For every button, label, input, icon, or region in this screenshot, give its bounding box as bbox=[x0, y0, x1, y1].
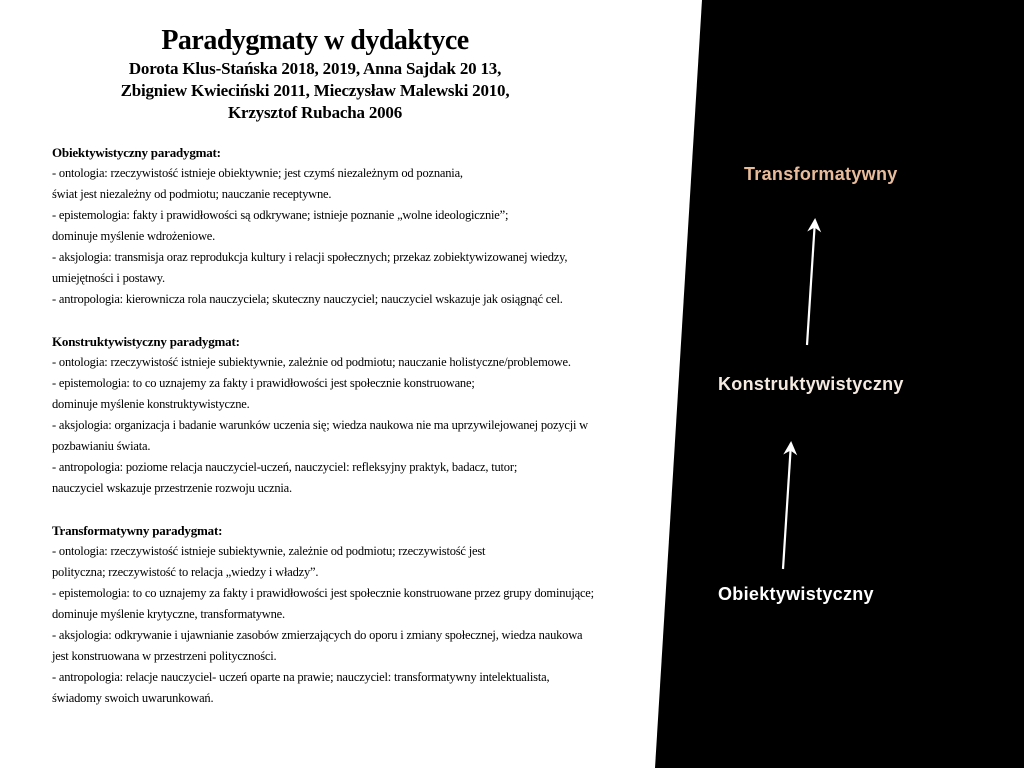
paragraph-obiektywistyczny bbox=[52, 142, 594, 310]
paragraph-line: dominuje myślenie konstruktywistyczne. bbox=[52, 397, 250, 411]
paragraph-line: - ontologia: rzeczywistość istnieje obiektywnie; jest czymś niezależnym od poznania, bbox=[52, 166, 463, 180]
diagram-label-konstruktywistyczny: Konstruktywistyczny bbox=[718, 374, 904, 394]
paragraph-line: nauczyciel wskazuje przestrzenie rozwoju ucznia. bbox=[52, 481, 292, 495]
paragraph-line: - aksjologia: organizacja i badanie warunków uczenia się; wiedza naukowa nie ma uprzywilejowanej pozycji w bbox=[52, 418, 588, 432]
paragraph-line: świadomy swoich uwarunkowań. bbox=[52, 691, 214, 705]
paragraph-line: dominuje myślenie krytyczne, transformatywne. bbox=[52, 607, 285, 621]
paragraph-heading: Obiektywistyczny paradygmat: bbox=[52, 145, 221, 160]
paragraph-line: jest konstruowana w przestrzeni polityczności. bbox=[52, 649, 277, 663]
paragraph-heading: Konstruktywistyczny paradygmat: bbox=[52, 334, 240, 349]
paragraph-line: - epistemologia: to co uznajemy za fakty i prawidłowości jest społecznie konstruowane przez grupy dominujące; bbox=[52, 586, 594, 600]
paragraph-line: dominuje myślenie wdrożeniowe. bbox=[52, 229, 216, 243]
paradigm-descriptions bbox=[52, 142, 594, 730]
paragraph-line: - aksjologia: transmisja oraz reprodukcja kultury i relacji społecznych; przekaz zobiektywizowanej wiedzy, bbox=[52, 250, 568, 264]
paragraph-line: pozbawianiu świata. bbox=[52, 439, 151, 453]
paragraph-line: - ontologia: rzeczywistość istnieje subiektywnie, zależnie od podmiotu; nauczanie holistyczne/problemowe. bbox=[52, 355, 571, 369]
diagram-label-obiektywistyczny: Obiektywistyczny bbox=[718, 584, 874, 604]
diagram-label-transformatywny: Transformatywny bbox=[744, 164, 898, 184]
authors-line-1: Dorota Klus-Stańska 2018, 2019, Anna Sajdak 20 13, bbox=[128, 59, 502, 78]
authors-line-2: Zbigniew Kwieciński 2011, Mieczysław Malewski 2010, bbox=[120, 81, 510, 100]
paragraph-transformatywny bbox=[52, 520, 594, 709]
paragraph-line: - antropologia: relacje nauczyciel- uczeń oparte na prawie; nauczyciel: transformatywny intelektualista, bbox=[52, 670, 550, 684]
paragraph-line: - ontologia: rzeczywistość istnieje subiektywnie, zależnie od podmiotu; rzeczywistość jest bbox=[52, 544, 486, 558]
paragraph-line: - aksjologia: odkrywanie i ujawnianie zasobów zmierzających do oporu i zmiany społecznej, wiedza naukowa bbox=[52, 628, 583, 642]
authors-line-3: Krzysztof Rubacha 2006 bbox=[227, 103, 403, 122]
paragraph-line: umiejętności i postawy. bbox=[52, 271, 165, 285]
paragraph-line: świat jest niezależny od podmiotu; nauczanie receptywne. bbox=[52, 187, 332, 201]
paragraph-line: - epistemologia: fakty i prawidłowości są odkrywane; istnieje poznanie „wolne ideologicznie”; bbox=[52, 208, 509, 222]
paragraph-line: - epistemologia: to co uznajemy za fakty i prawidłowości jest społecznie konstruowane; bbox=[52, 376, 475, 390]
paragraph-line: - antropologia: kierownicza rola nauczyciela; skuteczny nauczyciel; nauczyciel wskazuje jak osiągnąć cel. bbox=[52, 292, 563, 306]
title-block bbox=[0, 24, 630, 124]
paragraph-line: - antropologia: poziome relacja nauczyciel-uczeń, nauczyciel: refleksyjny praktyk, badacz, tutor; bbox=[52, 460, 518, 474]
page-title: Paradygmaty w dydaktyce bbox=[161, 25, 469, 56]
paragraph-konstruktywistyczny bbox=[52, 331, 594, 499]
paragraph-heading: Transformatywny paradygmat: bbox=[52, 523, 223, 538]
paragraph-line: polityczna; rzeczywistość to relacja „wiedzy i władzy”. bbox=[52, 565, 319, 579]
